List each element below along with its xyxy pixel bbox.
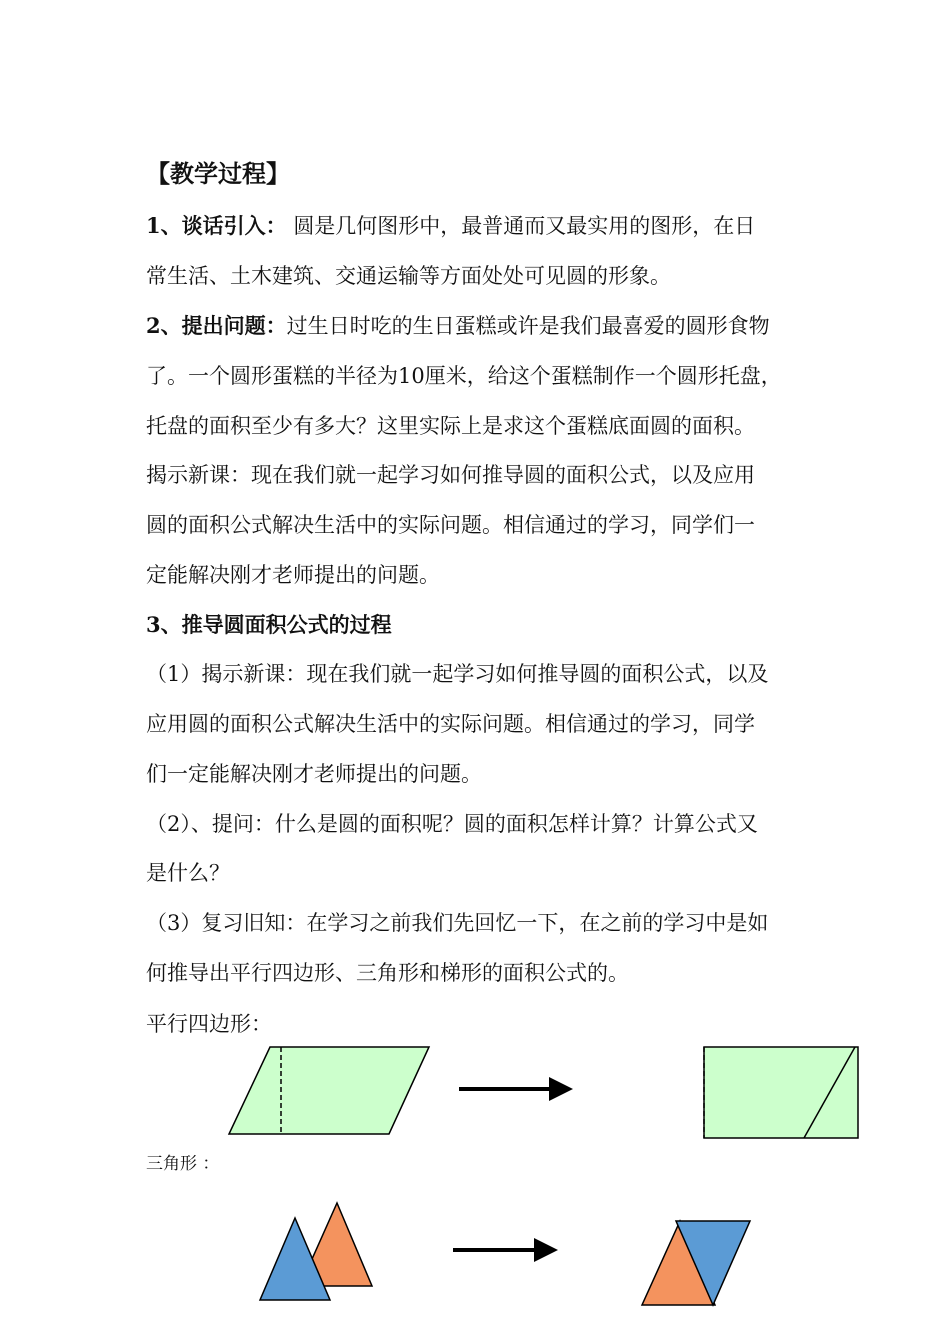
question-text-3: 托盘的面积至少有多大？这里实际上是求这个蛋糕底面圆的面积。 (146, 414, 755, 438)
question-text-2: 了。一个圆形蛋糕的半径为10厘米，给这个蛋糕制作一个圆形托盘， (146, 364, 782, 388)
question-text-1: 过生日时吃的生日蛋糕或许是我们最喜爱的圆形食物 (286, 314, 770, 338)
triangle-label: 三角形 ： (146, 1154, 220, 1174)
derivation-p1-line-1: （1）揭示新课：现在我们就一起学习如何推导圆的面积公式，以及 (146, 662, 769, 686)
derivation-p2-line-1: （2）、提问：什么是圆的面积呢？圆的面积怎样计算？计算公式又 (146, 812, 758, 836)
intro-text-2: 常生活、土木建筑、交通运输等方面处处可见圆的形象。 (146, 264, 671, 288)
derivation-p3-line-1: （3）复习旧知：在学习之前我们先回忆一下，在之前的学习中是如 (146, 911, 769, 935)
derivation-p3-line-2: 何推导出平行四边形、三角形和梯形的面积公式的。 (146, 961, 629, 985)
derivation-title: 3、推导圆面积公式的过程 (146, 612, 392, 637)
section-title: 【教学过程】 (146, 159, 290, 188)
rectangle-shape (704, 1047, 858, 1138)
intro-text-1: 圆是几何图形中，最普通而又最实用的图形，在日 (293, 214, 756, 238)
derivation-p2-line-2: 是什么？ (146, 861, 230, 885)
intro-label: 1、谈话引入： (146, 213, 287, 238)
question-text-4: 揭示新课：现在我们就一起学习如何推导圆的面积公式，以及应用 (146, 463, 755, 487)
parallelogram-shape (229, 1047, 429, 1134)
question-text-6: 定能解决刚才老师提出的问题。 (146, 563, 440, 587)
derivation-p1-line-3: 们一定能解决刚才老师提出的问题。 (146, 762, 482, 786)
parallelogram-label: 平行四边形： (146, 1012, 272, 1036)
question-text-5: 圆的面积公式解决生活中的实际问题。相信通过的学习，同学们一 (146, 513, 755, 537)
question-label: 2、提出问题： (146, 313, 287, 338)
derivation-p1-line-2: 应用圆的面积公式解决生活中的实际问题。相信通过的学习，同学 (146, 712, 755, 736)
